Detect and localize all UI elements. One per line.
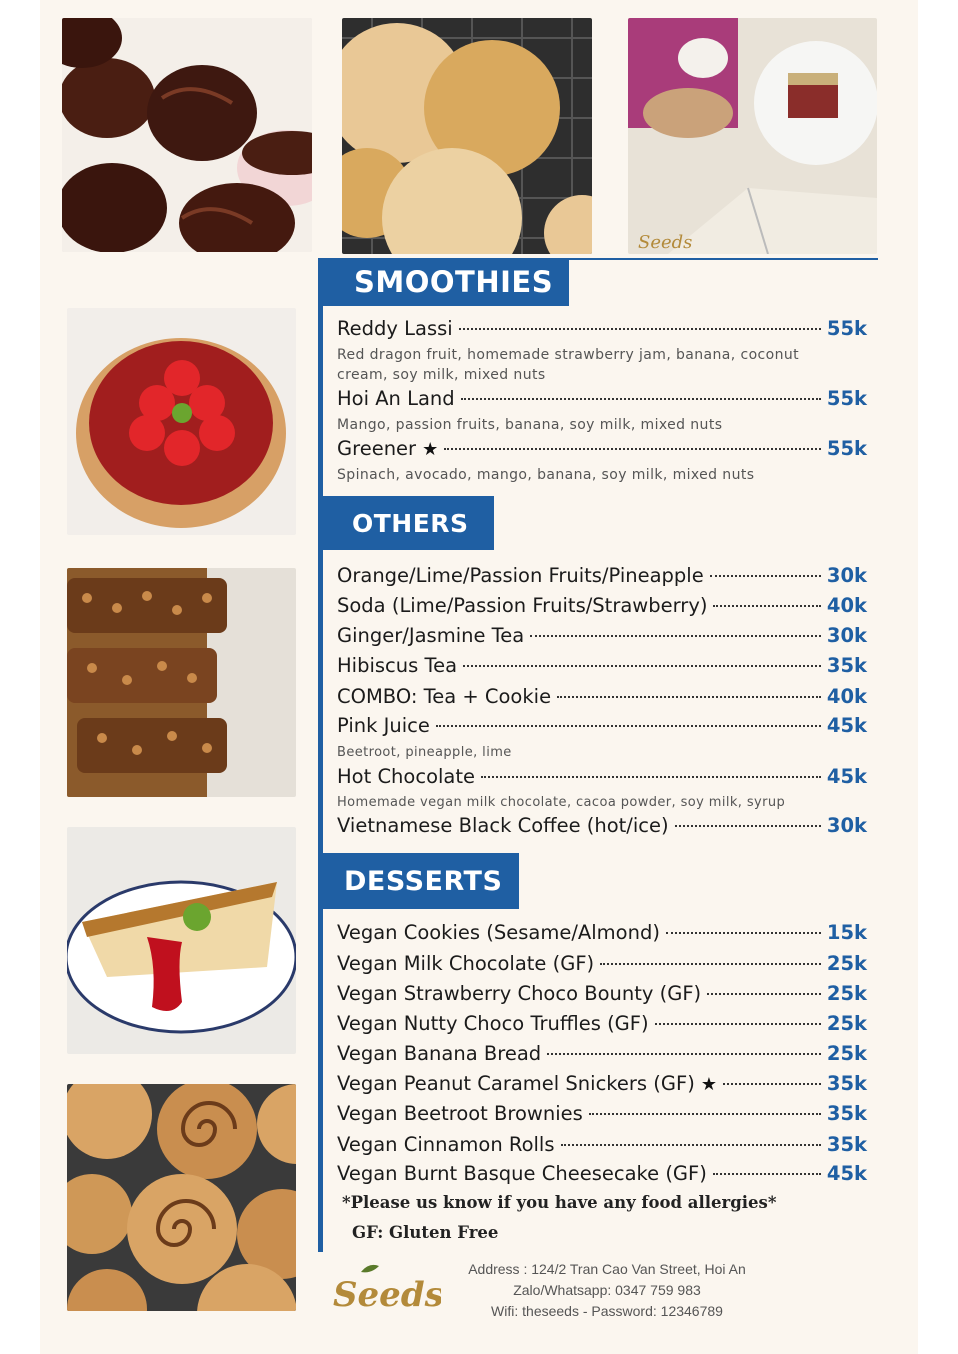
section-title: DESSERTS xyxy=(344,865,503,897)
item-name: Vegan Beetroot Brownies xyxy=(337,1102,583,1125)
logo-text: Seeds xyxy=(333,1275,441,1315)
item-price: 55k xyxy=(826,387,867,410)
item-description: Beetroot, pineapple, lime xyxy=(337,745,512,760)
section-heading-smoothies xyxy=(318,258,569,306)
item-price: 40k xyxy=(826,594,867,617)
contact-text: Zalo/Whatsapp: 0347 759 983 xyxy=(513,1282,701,1298)
smoothie-and-cake-photo xyxy=(628,18,877,254)
basque-cheesecake-photo xyxy=(67,827,296,1054)
menu-item xyxy=(337,1042,867,1065)
dot-leader xyxy=(557,696,821,698)
item-price: 25k xyxy=(826,982,867,1005)
cinnamon-rolls-photo xyxy=(67,1084,296,1311)
star-icon: ★ xyxy=(422,439,439,460)
menu-item xyxy=(337,654,867,677)
menu-item xyxy=(337,814,867,837)
dot-leader xyxy=(461,398,821,400)
item-price: 25k xyxy=(826,952,867,975)
item-name: Vegan Peanut Caramel Snickers (GF) xyxy=(337,1072,695,1095)
dot-leader xyxy=(600,963,821,965)
section-heading-desserts xyxy=(318,853,519,909)
item-name: Pink Juice xyxy=(337,714,430,737)
dot-leader xyxy=(436,725,821,727)
gluten-free-note: GF: Gluten Free xyxy=(352,1223,499,1242)
allergy-note: *Please us know if you have any food allergies* xyxy=(342,1193,777,1212)
seeds-logo xyxy=(331,1258,441,1320)
item-price: 25k xyxy=(826,1012,867,1035)
menu-vertical-rule xyxy=(318,262,323,1252)
item-price: 35k xyxy=(826,1102,867,1125)
star-icon: ★ xyxy=(700,1074,717,1095)
item-price: 25k xyxy=(826,1042,867,1065)
menu-item xyxy=(337,1133,867,1156)
item-name: Greener xyxy=(337,437,417,460)
menu-item xyxy=(337,1012,867,1035)
address-text: Address : 124/2 Tran Cao Van Street, Hoi An xyxy=(468,1261,746,1277)
item-price: 35k xyxy=(826,1133,867,1156)
dot-leader xyxy=(710,575,821,577)
menu-item xyxy=(337,982,867,1005)
dot-leader xyxy=(463,665,821,667)
dot-leader xyxy=(547,1053,821,1055)
item-name: Vegan Burnt Basque Cheesecake (GF) xyxy=(337,1162,707,1185)
section-heading-others xyxy=(318,496,494,550)
menu-item xyxy=(337,714,867,737)
dot-leader xyxy=(666,932,821,934)
item-name: Vietnamese Black Coffee (hot/ice) xyxy=(337,814,669,837)
menu-item xyxy=(337,437,867,460)
dot-leader xyxy=(723,1083,821,1085)
item-name: Vegan Strawberry Choco Bounty (GF) xyxy=(337,982,702,1005)
item-price: 35k xyxy=(826,654,867,677)
menu-item xyxy=(337,765,867,788)
menu-item xyxy=(337,921,867,944)
item-price: 35k xyxy=(826,1072,867,1095)
menu-item xyxy=(337,317,867,340)
item-price: 15k xyxy=(826,921,867,944)
menu-item xyxy=(337,594,867,617)
item-name: Soda (Lime/Passion Fruits/Strawberry) xyxy=(337,594,708,617)
strawberry-cheesecake-photo xyxy=(67,308,296,535)
item-name: Hibiscus Tea xyxy=(337,654,458,677)
item-price: 30k xyxy=(826,624,867,647)
menu-item xyxy=(337,1102,867,1125)
item-price: 45k xyxy=(826,714,867,737)
item-name: Vegan Cookies (Sesame/Almond) xyxy=(337,921,660,944)
item-name: Orange/Lime/Passion Fruits/Pineapple xyxy=(337,564,704,587)
item-name: Vegan Banana Bread xyxy=(337,1042,542,1065)
dot-leader xyxy=(655,1023,821,1025)
item-name: COMBO: Tea + Cookie xyxy=(337,685,552,708)
cookies-photo xyxy=(342,18,592,254)
item-description: Red dragon fruit, homemade strawberry jam, banana, coconut cream, soy milk, mixed nuts xyxy=(337,347,800,383)
item-name: Vegan Milk Chocolate (GF) xyxy=(337,952,595,975)
menu-item xyxy=(337,952,867,975)
menu-item xyxy=(337,1162,867,1185)
item-price: 55k xyxy=(826,317,867,340)
item-price: 40k xyxy=(826,685,867,708)
menu-item xyxy=(337,1072,867,1095)
dot-leader xyxy=(713,1173,821,1175)
item-name: Hoi An Land xyxy=(337,387,455,410)
item-name: Hot Chocolate xyxy=(337,765,476,788)
item-description: Mango, passion fruits, banana, soy milk, mixed nuts xyxy=(337,417,723,433)
dot-leader xyxy=(561,1144,821,1146)
menu-item xyxy=(337,685,867,708)
item-name: Ginger/Jasmine Tea xyxy=(337,624,525,647)
item-description: Spinach, avocado, mango, banana, soy milk, mixed nuts xyxy=(337,467,755,483)
item-name: Vegan Nutty Choco Truffles (GF) xyxy=(337,1012,649,1035)
item-name: Vegan Cinnamon Rolls xyxy=(337,1133,555,1156)
dot-leader xyxy=(707,993,821,995)
item-price: 30k xyxy=(826,814,867,837)
dot-leader xyxy=(675,825,821,827)
section-title: SMOOTHIES xyxy=(354,265,554,299)
snickers-bars-photo xyxy=(67,568,296,797)
item-price: 45k xyxy=(826,1162,867,1185)
item-price: 30k xyxy=(826,564,867,587)
wifi-text: Wifi: theseeds - Password: 12346789 xyxy=(491,1303,723,1319)
menu-item xyxy=(337,624,867,647)
item-description: Homemade vegan milk chocolate, cacoa powder, soy milk, syrup xyxy=(337,795,786,810)
dot-leader xyxy=(459,328,821,330)
dot-leader xyxy=(713,605,820,607)
item-price: 45k xyxy=(826,765,867,788)
book-logo-text: Seeds xyxy=(638,232,693,253)
dot-leader xyxy=(589,1113,821,1115)
dot-leader xyxy=(481,776,821,778)
dot-leader xyxy=(444,448,821,450)
menu-item xyxy=(337,387,867,410)
menu-item xyxy=(337,564,867,587)
chocolate-bounty-photo xyxy=(62,18,312,252)
section-title: OTHERS xyxy=(352,508,469,538)
item-price: 55k xyxy=(826,437,867,460)
item-name: Reddy Lassi xyxy=(337,317,453,340)
dot-leader xyxy=(530,635,821,637)
